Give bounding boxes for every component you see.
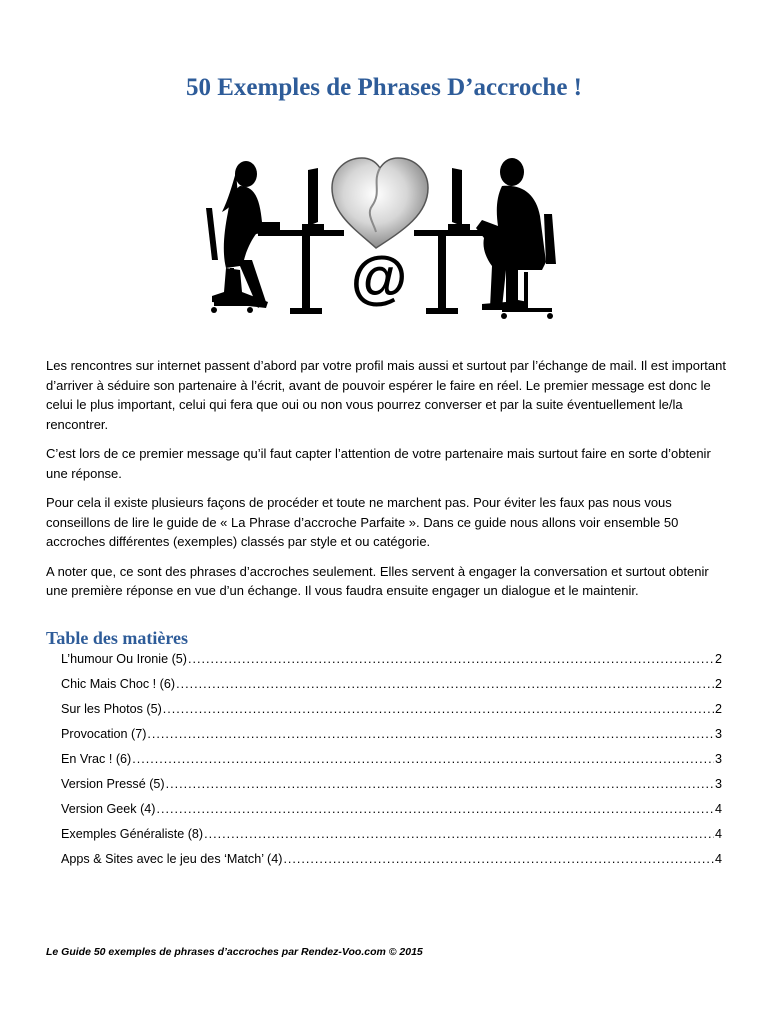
toc-entry-page: 2	[714, 652, 722, 666]
toc-entry-title: Provocation (7)	[61, 727, 147, 741]
toc-entry[interactable]	[61, 777, 722, 802]
toc-entry-title: En Vrac ! (6)	[61, 752, 132, 766]
toc-leader-dots	[132, 752, 714, 766]
toc-entry-page: 4	[714, 802, 722, 816]
man-silhouette-icon	[476, 158, 556, 319]
toc-entry-title: Chic Mais Choc ! (6)	[61, 677, 176, 691]
online-dating-illustration	[206, 152, 566, 328]
page-footer: Le Guide 50 exemples de phrases d’accroches par Rendez-Voo.com © 2015	[46, 946, 423, 958]
table-of-contents	[61, 652, 722, 877]
toc-entry[interactable]	[61, 802, 722, 827]
toc-entry-title: Sur les Photos (5)	[61, 702, 162, 716]
toc-leader-dots	[188, 652, 714, 666]
toc-entry-title: Exemples Généraliste (8)	[61, 827, 204, 841]
toc-entry-page: 3	[714, 727, 722, 741]
toc-leader-dots	[204, 827, 714, 841]
toc-leader-dots	[176, 677, 714, 691]
left-desk-icon	[258, 168, 344, 314]
toc-entry[interactable]	[61, 752, 722, 777]
paragraph: C’est lors de ce premier message qu’il faut capter l’attention de votre partenaire mais surtout faire en sorte d’obtenir une réponse.	[46, 446, 711, 481]
toc-entry-title: L’humour Ou Ironie (5)	[61, 652, 187, 666]
toc-leader-dots	[166, 777, 714, 791]
woman-silhouette-icon	[206, 161, 280, 313]
toc-leader-dots	[157, 802, 714, 816]
toc-entry-page: 3	[714, 752, 722, 766]
toc-heading: Table des matières	[46, 628, 188, 648]
toc-entry[interactable]	[61, 727, 722, 752]
toc-leader-dots	[147, 727, 714, 741]
toc-leader-dots	[163, 702, 714, 716]
toc-entry[interactable]	[61, 677, 722, 702]
toc-entry[interactable]	[61, 827, 722, 852]
toc-entry[interactable]	[61, 852, 722, 877]
toc-entry[interactable]	[61, 652, 722, 677]
page-title: 50 Exemples de Phrases D’accroche !	[186, 74, 582, 101]
toc-entry-title: Version Geek (4)	[61, 802, 156, 816]
paragraph: Les rencontres sur internet passent d’abord par votre profil mais aussi et surtout par l’échange de mail. Il est important d’arriver à séduire son partenaire à l’écrit, avant de pouvoir espérer le faire en réel. Le premier message est donc le celui le plus important, celui qui fera que oui ou non vous pourrez converser et par la suite éventuellement le/la rencontrer.	[46, 358, 726, 432]
intro-text	[46, 356, 726, 611]
paragraph: A noter que, ce sont des phrases d’accroches seulement. Elles servent à engager la conversation et surtout obtenir une première réponse en vue d’un échange. Il vous faudra ensuite engager un dialogue et le maintenir.	[46, 563, 709, 598]
toc-entry-page: 3	[714, 777, 722, 791]
toc-entry-page: 2	[714, 702, 722, 716]
toc-leader-dots	[283, 852, 714, 866]
heart-icon	[332, 158, 428, 248]
toc-entry-title: Version Pressé (5)	[61, 777, 165, 791]
toc-entry[interactable]	[61, 702, 722, 727]
at-symbol-icon: @	[350, 245, 408, 310]
toc-entry-title: Apps & Sites avec le jeu des ‘Match’ (4)	[61, 852, 283, 866]
toc-entry-page: 4	[714, 852, 722, 866]
toc-entry-page: 2	[714, 677, 722, 691]
paragraph: Pour cela il existe plusieurs façons de procéder et toute ne marchent pas. Pour éviter les faux pas nous vous conseillons de lire le guide de « La Phrase d’accroche Parfaite ». Dans ce guide nous allons voir ensemble 50 accroches différentes (exemples) classés par style et ou catégorie.	[46, 495, 679, 549]
toc-entry-page: 4	[714, 827, 722, 841]
